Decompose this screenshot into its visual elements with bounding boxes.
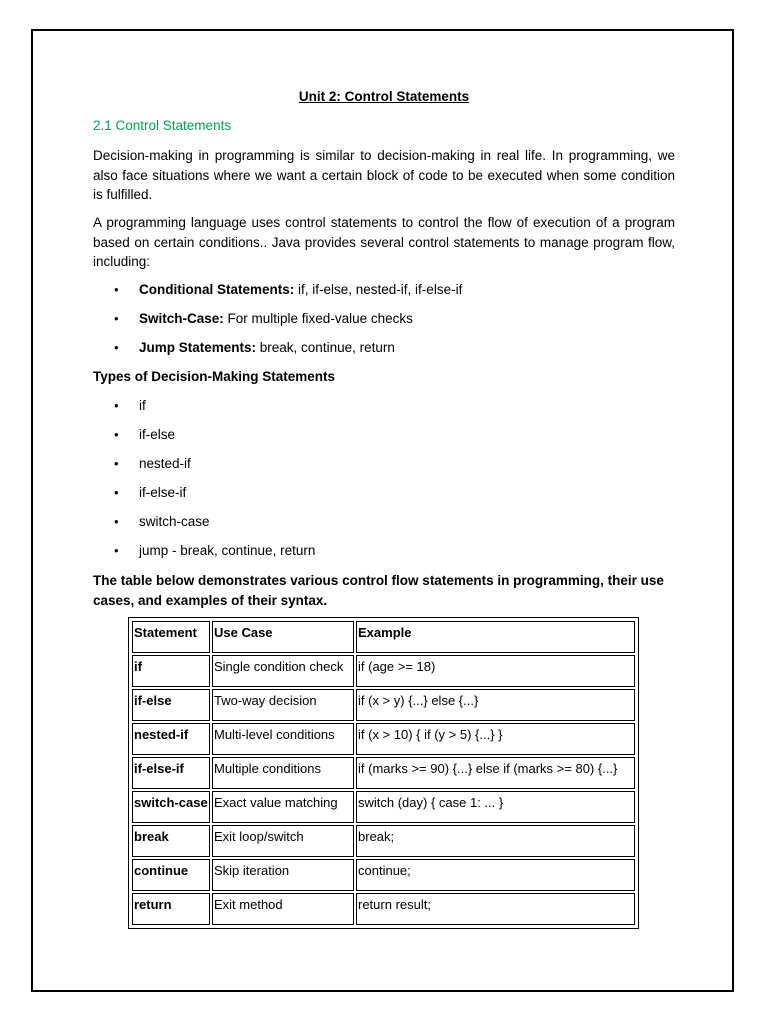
list-item: • Switch-Case: For multiple fixed-value checks — [114, 311, 413, 327]
control-flow-table — [130, 619, 637, 927]
cell-statement: if-else-if — [132, 757, 210, 789]
cell-statement: continue — [132, 859, 210, 891]
cell-use-case: Multiple conditions — [212, 757, 354, 789]
table-row — [132, 723, 635, 755]
list-item: • switch-case — [114, 514, 210, 529]
cell-statement: return — [132, 893, 210, 925]
statement-categories-list — [93, 282, 653, 370]
table-row — [132, 825, 635, 857]
decision-types-list — [93, 398, 653, 572]
cell-statement: if — [132, 655, 210, 687]
cell-use-case: Two-way decision — [212, 689, 354, 721]
cell-example: if (x > y) {...} else {...} — [356, 689, 635, 721]
bullet-icon: • — [114, 514, 119, 529]
bullet-icon: • — [114, 543, 119, 558]
list-item: • Jump Statements: break, continue, return — [114, 340, 395, 356]
table-row — [132, 893, 635, 925]
cell-use-case: Multi-level conditions — [212, 723, 354, 755]
cell-use-case: Skip iteration — [212, 859, 354, 891]
list-item: • if-else — [114, 427, 176, 442]
cell-statement: switch-case — [132, 791, 210, 823]
types-heading: Types of Decision-Making Statements — [93, 369, 336, 384]
table-row — [132, 859, 635, 891]
list-item: • Conditional Statements: if, if-else, nested-if, if-else-if — [114, 282, 463, 297]
cell-example: if (age >= 18) — [356, 655, 635, 687]
table-intro: The table below demonstrates various control flow statements in programming, their use cases, and examples of their syntax. — [93, 573, 664, 608]
bullet-icon: • — [114, 456, 119, 471]
cell-statement: nested-if — [132, 723, 210, 755]
table-row — [132, 689, 635, 721]
bullet-icon: • — [114, 340, 119, 356]
header-use-case: Use Case — [212, 621, 354, 653]
section-heading: 2.1 Control Statements — [93, 118, 232, 133]
table-row — [132, 655, 635, 687]
control-statements-paragraph: A programming language uses control statements to control the flow of execution of a program based on certain conditions.. Java provides several control statements to manage program flow, including: — [93, 215, 675, 269]
table-row — [132, 757, 635, 789]
table-header-row — [132, 621, 635, 653]
cell-statement: if-else — [132, 689, 210, 721]
bullet-icon: • — [114, 398, 119, 413]
list-item: • jump - break, continue, return — [114, 543, 316, 558]
header-example: Example — [356, 621, 635, 653]
table-row — [132, 791, 635, 823]
list-item: • nested-if — [114, 456, 191, 471]
bullet-icon: • — [114, 427, 119, 442]
list-item: • if-else-if — [114, 485, 187, 500]
cell-use-case: Exit method — [212, 893, 354, 925]
cell-use-case: Exact value matching — [212, 791, 354, 823]
cell-example: return result; — [356, 893, 635, 925]
cell-use-case: Single condition check — [212, 655, 354, 687]
intro-paragraph: Decision-making in programming is similar to decision-making in real life. In programming, we also face situations where we want a certain block of code to be executed when some condition is fulfilled. — [93, 148, 675, 202]
cell-example: break; — [356, 825, 635, 857]
cell-example: if (marks >= 90) {...} else if (marks >= 80) {...} — [356, 757, 635, 789]
bullet-icon: • — [114, 311, 119, 327]
header-statement: Statement — [132, 621, 210, 653]
bullet-icon: • — [114, 282, 119, 297]
list-item: • if — [114, 398, 146, 413]
cell-statement: break — [132, 825, 210, 857]
unit-title: Unit 2: Control Statements — [298, 89, 470, 104]
cell-use-case: Exit loop/switch — [212, 825, 354, 857]
cell-example: continue; — [356, 859, 635, 891]
bullet-icon: • — [114, 485, 119, 500]
control-flow-table-frame — [128, 617, 639, 929]
cell-example: if (x > 10) { if (y > 5) {...} } — [356, 723, 635, 755]
cell-example: switch (day) { case 1: ... } — [356, 791, 635, 823]
